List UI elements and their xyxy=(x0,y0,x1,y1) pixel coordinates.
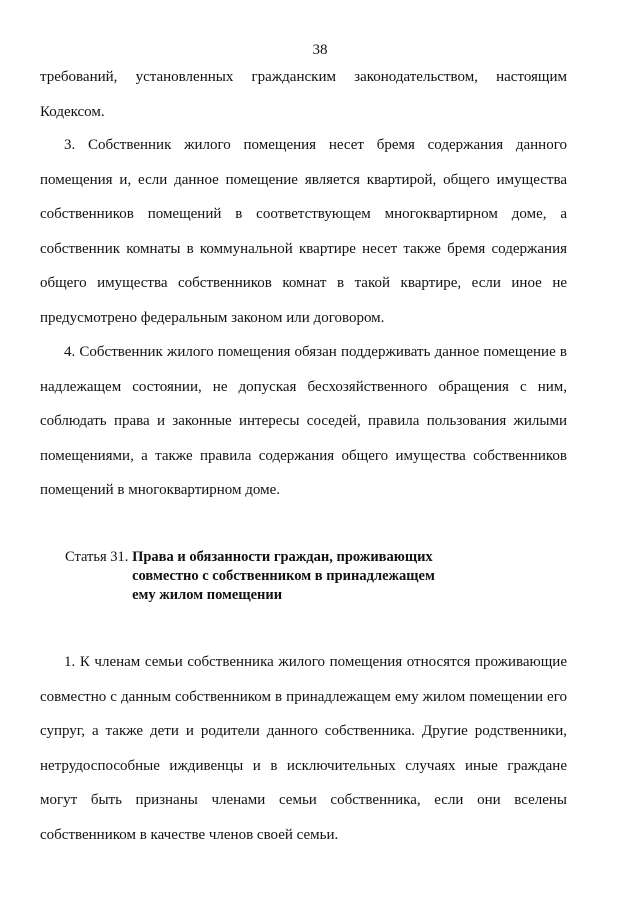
article-heading xyxy=(65,548,472,605)
paragraph-clause-3: 3. Собственник жилого помещения несет бремя содержания данного помещения и, если данное помещение является квартирой, общего имущества собственников помещений в соответствующем многоквартирном доме, а собственник комнаты в коммунальной квартире несет также бремя содержания общего имущества собственников комнат в такой квартире, если иное не предусмотрено федеральным законом или договором. xyxy=(40,137,567,326)
article-title-line: ему жилом помещении xyxy=(132,587,283,603)
paragraph-clause-1: 1. К членам семьи собственника жилого помещения относятся проживающие совместно с данным собственником в принадлежащем ему жилом помещении его супруг, а также дети и родители данного собственника. Другие родственники, нетрудоспособные иждивенцы и в исключительных случаях иные граждане могут быть признаны членами семьи собственника, если они вселены собственником в качестве членов своей семьи. xyxy=(40,654,567,843)
page-number: 38 xyxy=(312,42,328,58)
article-title-line: совместно с собственником в принадлежащем xyxy=(132,568,435,584)
article-title xyxy=(132,548,472,605)
article-title-line: Права и обязанности граждан, проживающих xyxy=(132,549,433,565)
article-number: Статья 31. xyxy=(65,549,133,565)
paragraph-continuation: требований, установленных гражданским законодательством, настоящим Кодексом. xyxy=(40,69,567,120)
paragraph-clause-4: 4. Собственник жилого помещения обязан поддерживать данное помещение в надлежащем состоянии, не допуская бесхозяйственного обращения с ним, соблюдать права и законные интересы соседей, правила пользования жилыми помещениями, а также правила содержания общего имущества собственников помещений в многоквартирном доме. xyxy=(40,344,567,498)
